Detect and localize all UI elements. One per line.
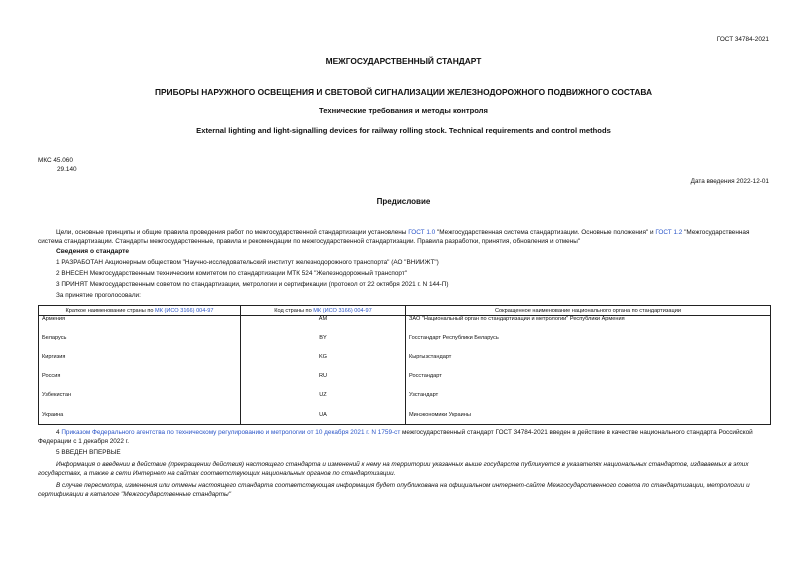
item4-text: межгосударственный стандарт ГОСТ 34784-2021 введен в действие в качестве национального стандарта Российской Федерации с 1 декабря 2022 г. bbox=[38, 429, 753, 445]
table-header-row bbox=[39, 306, 771, 316]
code-cell: UA bbox=[241, 412, 406, 425]
doc-code: ГОСТ 34784-2021 bbox=[716, 36, 769, 43]
country-cell: Украина bbox=[39, 412, 241, 425]
p1-text-c: "Межгосударственная система стандартизации. Стандарты межгосударственные, правила и рекомендации по межгосударственной стандартизации. Правила разработки, принятия, обновления и отмены" bbox=[38, 229, 750, 245]
country-cell: Армения bbox=[39, 316, 241, 335]
col-country-header: Краткое наименование страны по МК (ИСО 3166) 004-97 bbox=[39, 306, 241, 316]
mks-code: МКС 45.060 bbox=[38, 157, 73, 164]
p1-text-b: "Межгосударственная система стандартизации. Основные положения" и bbox=[435, 229, 656, 236]
item-2: 2 ВНЕСЕН Межгосударственным техническим комитетом по стандартизации МТК 524 "Железнодорожный транспорт" bbox=[56, 270, 408, 277]
intro-date: Дата введения 2022-12-01 bbox=[690, 178, 769, 185]
item-5: 5 ВВЕДЕН ВПЕРВЫЕ bbox=[56, 449, 121, 456]
voted-label: За принятие проголосовали: bbox=[56, 292, 141, 299]
country-cell: Россия bbox=[39, 373, 241, 392]
title-en: External lighting and light-signalling devices for railway rolling stock. Technical requirements and control methods bbox=[196, 126, 611, 135]
order-link[interactable]: Приказом Федерального агентства по техническому регулированию и метрологии от 10 декабря 2021 г. N 1759-ст bbox=[61, 429, 401, 436]
foreword-heading: Предисловие bbox=[376, 197, 431, 206]
item-3: 3 ПРИНЯТ Межгосударственным советом по стандартизации, метрологии и сертификации (протокол от 22 октября 2021 г. N 144-П) bbox=[56, 281, 449, 288]
country-cell: Узбекистан bbox=[39, 392, 241, 411]
info-heading: Сведения о стандарте bbox=[56, 248, 130, 255]
gost-1-0-link[interactable]: ГОСТ 1.0 bbox=[408, 229, 436, 236]
table-row bbox=[39, 335, 771, 354]
table-row bbox=[39, 354, 771, 373]
code-cell: AM bbox=[241, 316, 406, 335]
code-cell: UZ bbox=[241, 392, 406, 411]
country-cell: Киргизия bbox=[39, 354, 241, 373]
note-1: Информация о введении в действие (прекращении действия) настоящего стандарта и изменений к нему на территории указанных выше государств публикуется в указателях национальных стандартов, издаваемых в этих государствах, а также в сети Интернет на сайтах соответствующих национальных органов по стандартизации. bbox=[38, 461, 749, 477]
code-cell: BY bbox=[241, 335, 406, 354]
mk-iso-link-2[interactable]: МК (ИСО 3166) 004-97 bbox=[313, 307, 372, 314]
mk-iso-link[interactable]: МК (ИСО 3166) 004-97 bbox=[155, 307, 214, 314]
table-row bbox=[39, 392, 771, 411]
table-row bbox=[39, 412, 771, 425]
body-cell: Росстандарт bbox=[406, 373, 771, 392]
item-4 bbox=[38, 428, 770, 446]
gost-1-2-link[interactable]: ГОСТ 1.2 bbox=[655, 229, 683, 236]
body-cell: Кыргызстандарт bbox=[406, 354, 771, 373]
code-cell: KG bbox=[241, 354, 406, 373]
note-2: В случае пересмотра, изменения или отмены настоящего стандарта соответствующая информация будет опубликована на официальном интернет-сайте Межгосударственного совета по стандартизации, метрологии и сертификации в каталоге "Межгосударственные стандарты" bbox=[38, 482, 750, 498]
body-cell: Узстандарт bbox=[406, 392, 771, 411]
body-cell: Минэкономики Украины bbox=[406, 412, 771, 425]
p1-text-a: Цели, основные принципы и общие правила проведения работ по межгосударственной стандартизации установлены bbox=[56, 229, 409, 236]
countries-table bbox=[38, 305, 771, 425]
col-body-header: Сокращенное наименование национального органа по стандартизации bbox=[406, 306, 771, 316]
code-cell: RU bbox=[241, 373, 406, 392]
foreword-paragraph-1 bbox=[38, 228, 770, 246]
title-ru: ПРИБОРЫ НАРУЖНОГО ОСВЕЩЕНИЯ И СВЕТОВОЙ СИГНАЛИЗАЦИИ ЖЕЛЕЗНОДОРОЖНОГО ПОДВИЖНОГО СОСТАВА bbox=[154, 87, 653, 97]
item-1: 1 РАЗРАБОТАН Акционерным обществом "Научно-исследовательский институт железнодорожного транспорта" (АО "ВНИИЖТ") bbox=[56, 259, 439, 266]
standard-type: МЕЖГОСУДАРСТВЕННЫЙ СТАНДАРТ bbox=[325, 56, 482, 66]
subtitle-ru: Технические требования и методы контроля bbox=[319, 106, 488, 115]
table-row bbox=[39, 373, 771, 392]
mks-subcode: 29.140 bbox=[57, 166, 77, 173]
body-cell: Госстандарт Республики Беларусь bbox=[406, 335, 771, 354]
table-row bbox=[39, 316, 771, 335]
item4-prefix: 4 bbox=[56, 429, 62, 436]
country-cell: Беларусь bbox=[39, 335, 241, 354]
col-code-header: Код страны по МК (ИСО 3166) 004-97 bbox=[241, 306, 406, 316]
body-cell: ЗАО "Национальный орган по стандартизации и метрологии" Республики Армения bbox=[406, 316, 771, 335]
